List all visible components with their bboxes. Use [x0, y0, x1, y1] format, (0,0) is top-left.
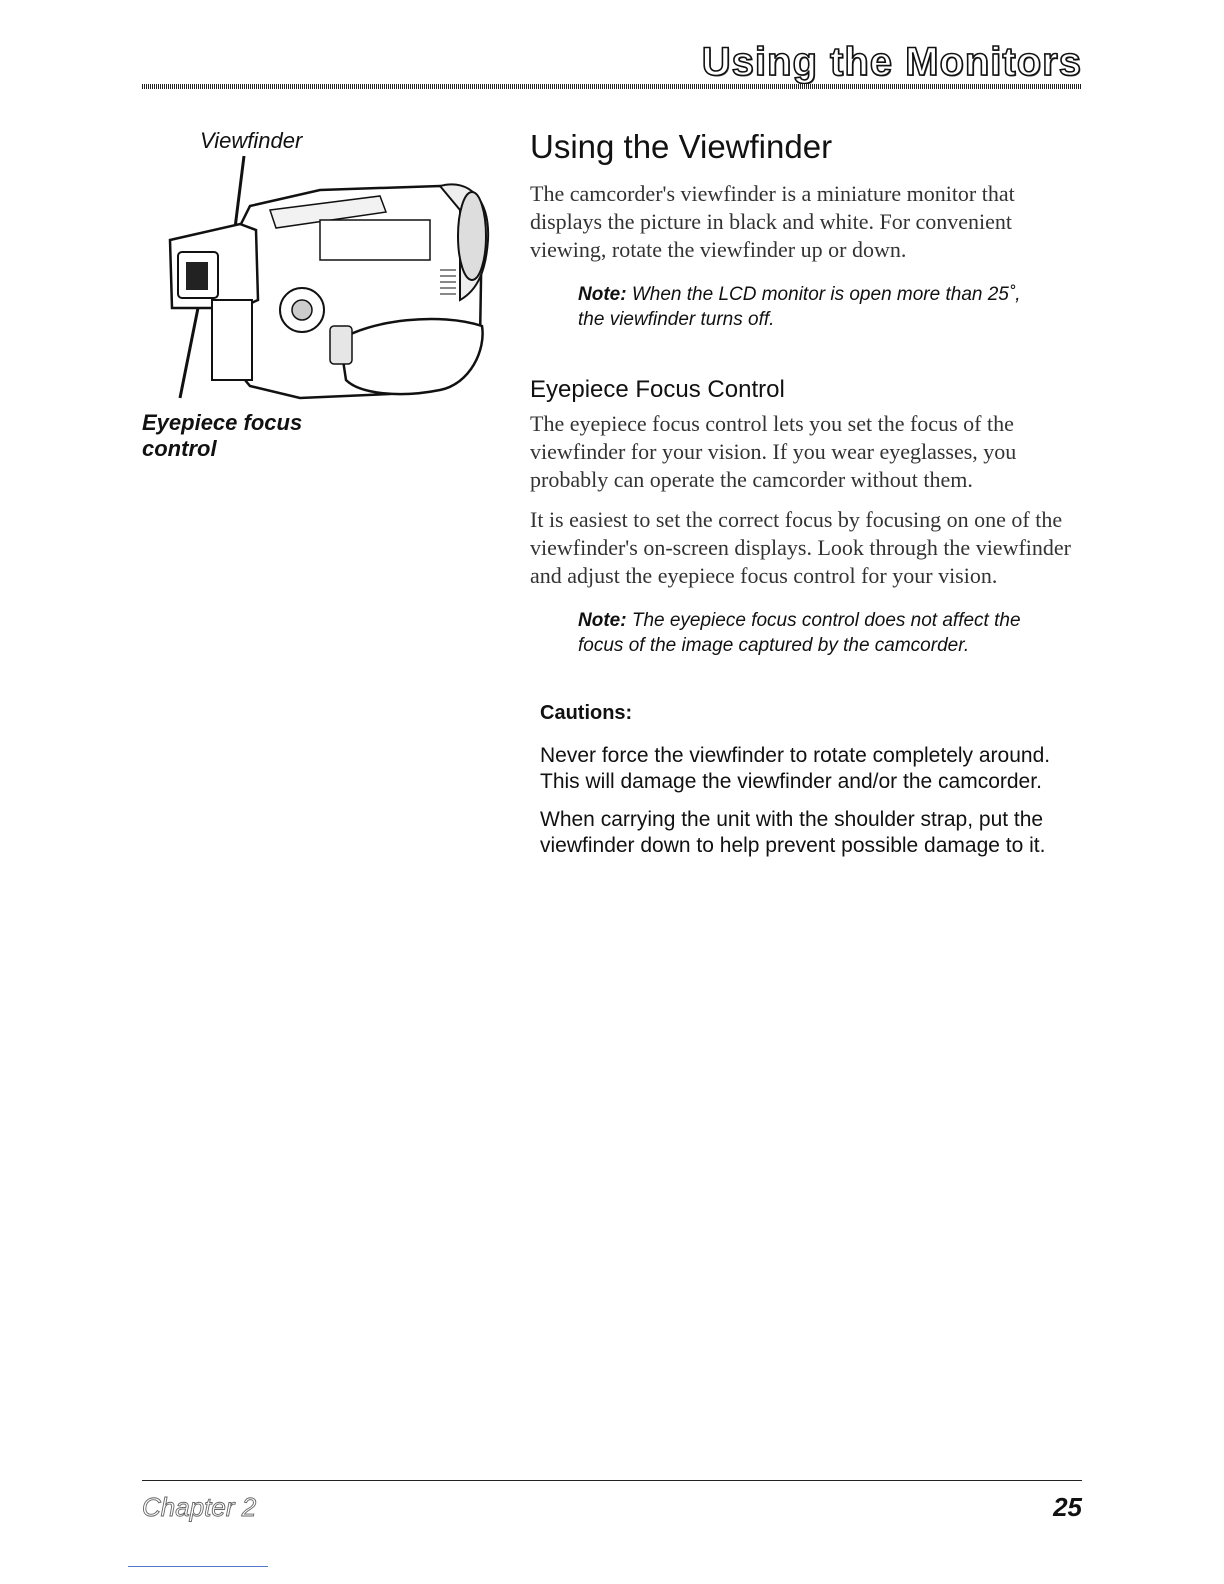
cautions-box — [540, 702, 1090, 859]
focus-note — [578, 608, 1048, 658]
page-heading: Using the Viewfinder — [530, 128, 833, 165]
note-text: When the LCD monitor is open more than 25˚, the viewfinder turns off. — [578, 284, 1021, 330]
note-label: Note: — [578, 284, 627, 305]
caution-item: Never force the viewfinder to rotate completely around. This will damage the viewfinder and/or the camcorder. — [540, 744, 1051, 793]
page-number: 25 — [1053, 1492, 1082, 1522]
eyepiece-focus-callout: Eyepiece focus control — [142, 410, 303, 461]
cautions-title: Cautions: — [540, 702, 633, 724]
eyepiece-paragraph-2: It is easiest to set the correct focus by focusing on one of the viewfinder's on-screen displays. Look through the viewfinder and adjust the eyepiece focus control for your vision. — [530, 507, 1071, 588]
caution-item: When carrying the unit with the shoulder strap, put the viewfinder down to help prevent possible damage to it. — [540, 808, 1046, 857]
battery-compartment — [212, 300, 252, 380]
eyepiece-lens — [186, 262, 208, 290]
main-content — [530, 128, 1090, 871]
section-title: Using the Monitors — [701, 40, 1082, 84]
lcd-note — [578, 282, 1048, 332]
eyepiece-paragraph-1: The eyepiece focus control lets you set the focus of the viewfinder for your vision. If you wear eyeglasses, you probably can operate the camcorder without them. — [530, 411, 1017, 492]
lcd-panel-edge — [320, 220, 430, 260]
strap-buckle — [330, 326, 352, 364]
note-text: The eyepiece focus control does not affect the focus of the image captured by the camcorder. — [578, 610, 1021, 656]
camcorder-illustration — [140, 150, 500, 420]
footer-rule — [142, 1480, 1082, 1481]
title-rule — [142, 84, 1082, 89]
lens-ring — [458, 192, 486, 280]
eyepiece-subheading: Eyepiece Focus Control — [530, 376, 785, 403]
note-label: Note: — [578, 610, 627, 631]
bottom-link-underline — [128, 1566, 268, 1567]
footer-chapter: Chapter 2 — [142, 1492, 257, 1522]
viewfinder-callout: Viewfinder — [200, 128, 303, 153]
hand-strap — [340, 319, 483, 394]
intro-paragraph: The camcorder's viewfinder is a miniature monitor that displays the picture in black and white. For convenient viewing, rotate the viewfinder up or down. — [530, 181, 1015, 262]
mode-dial-center — [292, 300, 312, 320]
